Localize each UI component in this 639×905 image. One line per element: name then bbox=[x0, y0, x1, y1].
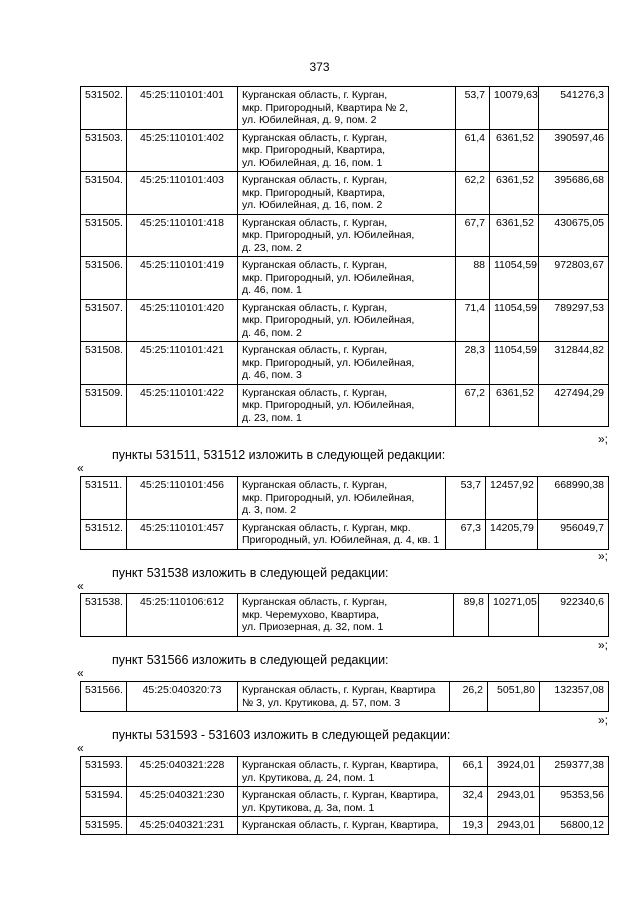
address bbox=[238, 384, 456, 427]
registry-table-4 bbox=[80, 681, 609, 712]
address-line: Курганская область, г. Курган, Квартира, bbox=[242, 819, 439, 831]
address-line: ул. Юбилейная, д. 16, пом. 1 bbox=[242, 156, 383, 169]
row-number: 531509. bbox=[81, 384, 127, 427]
area: 32,4 bbox=[450, 787, 488, 817]
area: 53,7 bbox=[456, 87, 490, 130]
row-number: 531512. bbox=[81, 519, 127, 549]
table-row bbox=[81, 384, 609, 427]
rate: 11054,59 bbox=[490, 342, 539, 385]
area: 67,3 bbox=[446, 519, 486, 549]
address bbox=[238, 787, 450, 817]
cadastral-value: 541276,3 bbox=[539, 87, 609, 130]
cadastral-number: 45:25:110101:401 bbox=[127, 87, 238, 130]
table-row bbox=[81, 594, 609, 637]
table-row bbox=[81, 129, 609, 172]
address-line: Курганская область, г. Курган, bbox=[242, 479, 388, 491]
address-line: мкр. Пригородный, ул. Юбилейная, bbox=[242, 314, 415, 326]
address-line: д. 46, пом. 1 bbox=[242, 284, 302, 296]
area: 71,4 bbox=[456, 299, 490, 342]
address-line: Курганская область, г. Курган, bbox=[242, 301, 388, 314]
table-row bbox=[81, 817, 609, 835]
table-row bbox=[81, 214, 609, 257]
cadastral-value: 789297,53 bbox=[539, 299, 609, 342]
address-line: д. 46, пом. 2 bbox=[242, 326, 302, 339]
instruction-paragraph: пункт 531538 изложить в следующей редакции: bbox=[112, 566, 389, 580]
rate: 12457,92 bbox=[486, 477, 538, 520]
area: 61,4 bbox=[456, 129, 490, 172]
address-line: мкр. Пригородный, ул. Юбилейная, bbox=[242, 491, 415, 504]
area: 67,2 bbox=[456, 384, 490, 427]
address-line: д. 3, пом. 2 bbox=[242, 504, 297, 516]
instruction-paragraph: пункты 531593 - 531603 изложить в следующей редакции: bbox=[112, 728, 451, 742]
cadastral-number: 45:25:110101:418 bbox=[127, 214, 238, 257]
row-number: 531502. bbox=[81, 87, 127, 130]
table-row bbox=[81, 477, 609, 520]
address-line: Курганская область, г. Курган, bbox=[242, 259, 388, 271]
rate: 6361,52 bbox=[490, 172, 539, 215]
rate: 11054,59 bbox=[490, 257, 539, 300]
address-line: Курганская область, г. Курган, Квартира, bbox=[242, 759, 439, 771]
cadastral-number: 45:25:110101:422 bbox=[127, 384, 238, 427]
rate: 6361,52 bbox=[490, 214, 539, 257]
address-line: Курганская область, г. Курган, bbox=[242, 174, 388, 186]
address-line: д. 46, пом. 3 bbox=[242, 369, 302, 381]
address-line: мкр. Пригородный, ул. Юбилейная, bbox=[242, 356, 415, 369]
page-number: 373 bbox=[309, 60, 330, 74]
rate: 14205,79 bbox=[486, 519, 538, 549]
rate: 10079,63 bbox=[490, 87, 539, 130]
address bbox=[238, 682, 450, 712]
area: 89,8 bbox=[454, 594, 489, 637]
opening-quote: « bbox=[77, 741, 84, 755]
rate: 11054,59 bbox=[490, 299, 539, 342]
address-line: ул. Юбилейная, д. 16, пом. 2 bbox=[242, 199, 383, 211]
cadastral-value: 56800,12 bbox=[540, 817, 609, 835]
address bbox=[238, 477, 446, 520]
rate: 6361,52 bbox=[490, 384, 539, 427]
address-line: Пригородный, ул. Юбилейная, д. 4, кв. 1 bbox=[242, 534, 440, 546]
cadastral-number: 45:25:040321:230 bbox=[127, 787, 238, 817]
cadastral-value: 312844,82 bbox=[539, 342, 609, 385]
address bbox=[238, 129, 456, 172]
address bbox=[238, 257, 456, 300]
address bbox=[238, 214, 456, 257]
cadastral-value: 390597,46 bbox=[539, 129, 609, 172]
row-number: 531595. bbox=[81, 817, 127, 835]
address-line: Курганская область, г. Курган, bbox=[242, 89, 388, 101]
table-row bbox=[81, 299, 609, 342]
rate: 3924,01 bbox=[488, 757, 540, 787]
row-number: 531507. bbox=[81, 299, 127, 342]
rate: 2943,01 bbox=[488, 817, 540, 835]
address-line: ул. Крутикова, д. 24, пом. 1 bbox=[242, 771, 375, 784]
area: 53,7 bbox=[446, 477, 486, 520]
address-line: ул. Крутикова, д. 3а, пом. 1 bbox=[242, 801, 375, 814]
table-row bbox=[81, 757, 609, 787]
row-number: 531593. bbox=[81, 757, 127, 787]
address bbox=[238, 87, 456, 130]
cadastral-value: 972803,67 bbox=[539, 257, 609, 300]
address-line: Курганская область, г. Курган, bbox=[242, 344, 388, 356]
table-row bbox=[81, 787, 609, 817]
address bbox=[238, 594, 454, 637]
area: 28,3 bbox=[456, 342, 490, 385]
cadastral-number: 45:25:110106:612 bbox=[127, 594, 238, 637]
cadastral-number: 45:25:040321:228 bbox=[127, 757, 238, 787]
row-number: 531538. bbox=[81, 594, 127, 637]
registry-table-1 bbox=[80, 86, 609, 427]
instruction-paragraph: пункт 531566 изложить в следующей редакции: bbox=[112, 653, 389, 667]
opening-quote: « bbox=[77, 666, 84, 680]
registry-table-3 bbox=[80, 593, 609, 637]
address-line: Курганская область, г. Курган, bbox=[242, 131, 388, 144]
address-line: ул. Приозерная, д. 32, пом. 1 bbox=[242, 621, 384, 633]
address-line: Курганская область, г. Курган, мкр. bbox=[242, 521, 411, 534]
address bbox=[238, 519, 446, 549]
cadastral-value: 427494,29 bbox=[539, 384, 609, 427]
address bbox=[238, 172, 456, 215]
address-line: № 3, ул. Крутикова, д. 57, пом. 3 bbox=[242, 696, 401, 709]
table-row bbox=[81, 682, 609, 712]
rate: 6361,52 bbox=[490, 129, 539, 172]
registry-table-2 bbox=[80, 476, 609, 550]
row-number: 531504. bbox=[81, 172, 127, 215]
address-line: Курганская область, г. Курган, bbox=[242, 596, 388, 608]
cadastral-value: 259377,38 bbox=[540, 757, 609, 787]
address-line: д. 23, пом. 1 bbox=[242, 411, 302, 424]
table-row bbox=[81, 87, 609, 130]
row-number: 531506. bbox=[81, 257, 127, 300]
row-number: 531594. bbox=[81, 787, 127, 817]
table-row bbox=[81, 342, 609, 385]
address-line: Курганская область, г. Курган, bbox=[242, 216, 388, 229]
cadastral-value: 430675,05 bbox=[539, 214, 609, 257]
row-number: 531508. bbox=[81, 342, 127, 385]
area: 66,1 bbox=[450, 757, 488, 787]
address bbox=[238, 342, 456, 385]
cadastral-number: 45:25:110101:403 bbox=[127, 172, 238, 215]
area: 26,2 bbox=[450, 682, 488, 712]
rate: 2943,01 bbox=[488, 787, 540, 817]
area: 88 bbox=[456, 257, 490, 300]
row-number: 531505. bbox=[81, 214, 127, 257]
address bbox=[238, 299, 456, 342]
cadastral-number: 45:25:110101:420 bbox=[127, 299, 238, 342]
opening-quote: « bbox=[77, 461, 84, 475]
address-line: мкр. Пригородный, ул. Юбилейная, bbox=[242, 271, 415, 284]
cadastral-number: 45:25:110101:421 bbox=[127, 342, 238, 385]
instruction-paragraph: пункты 531511, 531512 изложить в следующей редакции: bbox=[112, 448, 446, 462]
cadastral-number: 45:25:110101:456 bbox=[127, 477, 238, 520]
table-row bbox=[81, 519, 609, 549]
cadastral-number: 45:25:040320:73 bbox=[127, 682, 238, 712]
table-row bbox=[81, 257, 609, 300]
closing-mark: »; bbox=[597, 432, 608, 446]
cadastral-value: 922340,6 bbox=[539, 594, 609, 637]
area: 19,3 bbox=[450, 817, 488, 835]
address-line: мкр. Пригородный, ул. Юбилейная, bbox=[242, 399, 415, 411]
address-line: мкр. Черемухово, Квартира, bbox=[242, 608, 379, 621]
registry-table-5 bbox=[80, 756, 609, 835]
closing-mark: »; bbox=[597, 549, 608, 563]
address-line: Курганская область, г. Курган, Квартира, bbox=[242, 789, 439, 801]
cadastral-value: 95353,56 bbox=[540, 787, 609, 817]
cadastral-number: 45:25:110101:402 bbox=[127, 129, 238, 172]
rate: 5051,80 bbox=[488, 682, 540, 712]
cadastral-number: 45:25:110101:457 bbox=[127, 519, 238, 549]
opening-quote: « bbox=[77, 579, 84, 593]
cadastral-number: 45:25:110101:419 bbox=[127, 257, 238, 300]
cadastral-value: 668990,38 bbox=[538, 477, 609, 520]
address-line: мкр. Пригородный, ул. Юбилейная, bbox=[242, 229, 415, 241]
area: 67,7 bbox=[456, 214, 490, 257]
row-number: 531503. bbox=[81, 129, 127, 172]
cadastral-number: 45:25:040321:231 bbox=[127, 817, 238, 835]
cadastral-value: 956049,7 bbox=[538, 519, 609, 549]
closing-mark: »; bbox=[597, 638, 608, 652]
address-line: Курганская область, г. Курган, bbox=[242, 386, 388, 399]
address-line: мкр. Пригородный, Квартира, bbox=[242, 144, 386, 156]
rate: 10271,05 bbox=[489, 594, 539, 637]
cadastral-value: 395686,68 bbox=[539, 172, 609, 215]
row-number: 531566. bbox=[81, 682, 127, 712]
address-line: д. 23, пом. 2 bbox=[242, 241, 302, 254]
area: 62,2 bbox=[456, 172, 490, 215]
row-number: 531511. bbox=[81, 477, 127, 520]
address bbox=[238, 817, 450, 835]
table-row bbox=[81, 172, 609, 215]
address-line: ул. Юбилейная, д. 9, пом. 2 bbox=[242, 114, 377, 126]
address-line: мкр. Пригородный, Квартира, bbox=[242, 186, 386, 199]
address bbox=[238, 757, 450, 787]
address-line: мкр. Пригородный, Квартира № 2, bbox=[242, 101, 409, 114]
closing-mark: »; bbox=[597, 713, 608, 727]
address-line: Курганская область, г. Курган, Квартира bbox=[242, 684, 436, 696]
cadastral-value: 132357,08 bbox=[540, 682, 609, 712]
